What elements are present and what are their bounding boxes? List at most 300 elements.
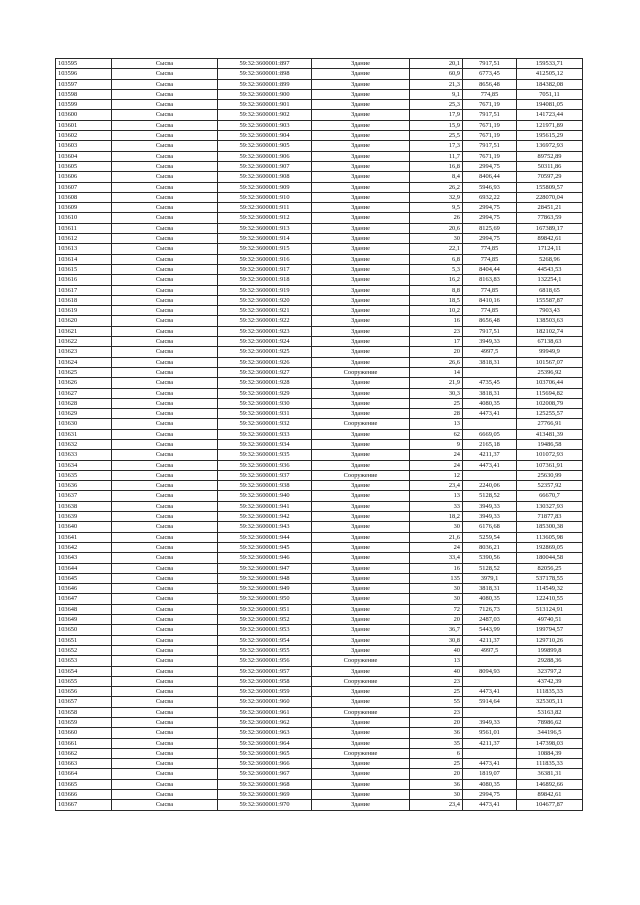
area-cell: 35 [410, 738, 463, 748]
area-cell: 23,4 [410, 481, 463, 491]
area-cell: 60,9 [410, 69, 463, 79]
table-row [56, 707, 583, 717]
area-cell: 24 [410, 450, 463, 460]
area-cell: 40 [410, 645, 463, 655]
settlement-cell: Сысва [112, 59, 218, 69]
cadastral-number-cell: 59:32:3600001:899 [218, 79, 312, 89]
settlement-cell: Сысва [112, 182, 218, 192]
table-row [56, 419, 583, 429]
record-id-cell: 103662 [56, 748, 112, 758]
area-cell: 25,3 [410, 100, 463, 110]
area-cell: 23 [410, 676, 463, 686]
object-type-cell: Здание [312, 728, 410, 738]
unit-value-cell: 2994,75 [463, 161, 517, 171]
cadastral-value-cell: 66670,7 [517, 491, 583, 501]
area-cell: 20,1 [410, 59, 463, 69]
area-cell: 32,9 [410, 192, 463, 202]
object-type-cell: Здание [312, 264, 410, 274]
unit-value-cell: 4997,5 [463, 645, 517, 655]
cadastral-value-cell: 10884,39 [517, 748, 583, 758]
record-id-cell: 103625 [56, 367, 112, 377]
settlement-cell: Сысва [112, 553, 218, 563]
table-row [56, 687, 583, 697]
settlement-cell: Сысва [112, 532, 218, 542]
cadastral-number-cell: 59:32:3600001:949 [218, 584, 312, 594]
cadastral-number-cell: 59:32:3600001:906 [218, 151, 312, 161]
unit-value-cell: 7917,51 [463, 141, 517, 151]
cadastral-value-cell: 115694,82 [517, 388, 583, 398]
record-id-cell: 103661 [56, 738, 112, 748]
record-id-cell: 103630 [56, 419, 112, 429]
cadastral-number-cell: 59:32:3600001:953 [218, 625, 312, 635]
cadastral-value-cell: 537178,55 [517, 573, 583, 583]
area-cell: 24 [410, 460, 463, 470]
settlement-cell: Сысва [112, 151, 218, 161]
unit-value-cell: 4211,37 [463, 738, 517, 748]
object-type-cell: Здание [312, 718, 410, 728]
unit-value-cell: 774,85 [463, 306, 517, 316]
record-id-cell: 103641 [56, 532, 112, 542]
area-cell: 6 [410, 748, 463, 758]
cadastral-value-cell: 114549,32 [517, 584, 583, 594]
record-id-cell: 103663 [56, 759, 112, 769]
unit-value-cell: 4473,41 [463, 687, 517, 697]
object-type-cell: Здание [312, 594, 410, 604]
cadastral-number-cell: 59:32:3600001:969 [218, 790, 312, 800]
unit-value-cell: 6773,45 [463, 69, 517, 79]
area-cell: 26,2 [410, 182, 463, 192]
cadastral-value-cell: 184382,08 [517, 79, 583, 89]
cadastral-value-cell: 107361,91 [517, 460, 583, 470]
table-row [56, 69, 583, 79]
cadastral-number-cell: 59:32:3600001:955 [218, 645, 312, 655]
object-type-cell: Здание [312, 275, 410, 285]
record-id-cell: 103599 [56, 100, 112, 110]
unit-value-cell: 5128,52 [463, 491, 517, 501]
cadastral-value-cell: 125255,57 [517, 409, 583, 419]
settlement-cell: Сысва [112, 285, 218, 295]
table-row [56, 450, 583, 460]
area-cell: 21,3 [410, 79, 463, 89]
cadastral-number-cell: 59:32:3600001:958 [218, 676, 312, 686]
cadastral-number-cell: 59:32:3600001:926 [218, 357, 312, 367]
unit-value-cell: 3949,33 [463, 512, 517, 522]
record-id-cell: 103645 [56, 573, 112, 583]
table-row [56, 594, 583, 604]
object-type-cell: Здание [312, 625, 410, 635]
object-type-cell: Здание [312, 100, 410, 110]
object-type-cell: Здание [312, 89, 410, 99]
area-cell: 5,3 [410, 264, 463, 274]
unit-value-cell: 7126,73 [463, 604, 517, 614]
object-type-cell: Здание [312, 563, 410, 573]
table-row [56, 161, 583, 171]
area-cell: 14 [410, 367, 463, 377]
cadastral-value-cell: 138503,63 [517, 316, 583, 326]
cadastral-number-cell: 59:32:3600001:967 [218, 769, 312, 779]
settlement-cell: Сысва [112, 748, 218, 758]
cadastral-number-cell: 59:32:3600001:947 [218, 563, 312, 573]
record-id-cell: 103658 [56, 707, 112, 717]
cadastral-value-cell: 67138,63 [517, 337, 583, 347]
cadastral-value-cell: 141723,44 [517, 110, 583, 120]
cadastral-value-cell: 413481,39 [517, 429, 583, 439]
object-type-cell: Здание [312, 110, 410, 120]
settlement-cell: Сысва [112, 584, 218, 594]
cadastral-number-cell: 59:32:3600001:928 [218, 378, 312, 388]
unit-value-cell: 4211,37 [463, 450, 517, 460]
table-row [56, 388, 583, 398]
settlement-cell: Сысва [112, 460, 218, 470]
unit-value-cell: 8125,69 [463, 223, 517, 233]
cadastral-value-cell: 28451,21 [517, 203, 583, 213]
settlement-cell: Сысва [112, 594, 218, 604]
area-cell: 24 [410, 542, 463, 552]
cadastral-number-cell: 59:32:3600001:961 [218, 707, 312, 717]
area-cell: 12 [410, 470, 463, 480]
cadastral-number-cell: 59:32:3600001:908 [218, 172, 312, 182]
record-id-cell: 103649 [56, 615, 112, 625]
cadastral-number-cell: 59:32:3600001:925 [218, 347, 312, 357]
cadastral-number-cell: 59:32:3600001:964 [218, 738, 312, 748]
cadastral-number-cell: 59:32:3600001:918 [218, 275, 312, 285]
cadastral-number-cell: 59:32:3600001:929 [218, 388, 312, 398]
unit-value-cell: 2994,75 [463, 213, 517, 223]
object-type-cell: Сооружение [312, 656, 410, 666]
settlement-cell: Сысва [112, 357, 218, 367]
record-id-cell: 103650 [56, 625, 112, 635]
area-cell: 30,8 [410, 635, 463, 645]
record-id-cell: 103666 [56, 790, 112, 800]
record-id-cell: 103602 [56, 131, 112, 141]
settlement-cell: Сысва [112, 347, 218, 357]
record-id-cell: 103616 [56, 275, 112, 285]
record-id-cell: 103639 [56, 512, 112, 522]
record-id-cell: 103638 [56, 501, 112, 511]
unit-value-cell: 4080,35 [463, 398, 517, 408]
object-type-cell: Здание [312, 398, 410, 408]
record-id-cell: 103642 [56, 542, 112, 552]
settlement-cell: Сысва [112, 100, 218, 110]
unit-value-cell: 4473,41 [463, 759, 517, 769]
record-id-cell: 103603 [56, 141, 112, 151]
cadastral-value-cell: 25396,92 [517, 367, 583, 377]
area-cell: 17,9 [410, 110, 463, 120]
table-row [56, 254, 583, 264]
object-type-cell: Здание [312, 666, 410, 676]
unit-value-cell: 3818,31 [463, 388, 517, 398]
record-id-cell: 103665 [56, 779, 112, 789]
cadastral-value-cell: 199899,8 [517, 645, 583, 655]
area-cell: 135 [410, 573, 463, 583]
cadastral-value-cell: 82056,25 [517, 563, 583, 573]
area-cell: 20 [410, 615, 463, 625]
cadastral-value-cell: 44543,53 [517, 264, 583, 274]
cadastral-value-cell: 77863,59 [517, 213, 583, 223]
cadastral-number-cell: 59:32:3600001:942 [218, 512, 312, 522]
cadastral-value-cell: 36381,31 [517, 769, 583, 779]
unit-value-cell: 7917,51 [463, 110, 517, 120]
table-row [56, 306, 583, 316]
cadastral-number-cell: 59:32:3600001:963 [218, 728, 312, 738]
unit-value-cell: 5259,54 [463, 532, 517, 542]
cadastral-number-cell: 59:32:3600001:943 [218, 522, 312, 532]
object-type-cell: Здание [312, 532, 410, 542]
area-cell: 23 [410, 326, 463, 336]
unit-value-cell: 774,85 [463, 254, 517, 264]
record-id-cell: 103611 [56, 223, 112, 233]
area-cell: 13 [410, 491, 463, 501]
area-cell: 18,5 [410, 295, 463, 305]
record-id-cell: 103656 [56, 687, 112, 697]
table-row [56, 234, 583, 244]
unit-value-cell: 7917,51 [463, 326, 517, 336]
area-cell: 25 [410, 398, 463, 408]
cadastral-number-cell: 59:32:3600001:915 [218, 244, 312, 254]
table-row [56, 542, 583, 552]
settlement-cell: Сысва [112, 429, 218, 439]
cadastral-number-cell: 59:32:3600001:940 [218, 491, 312, 501]
object-type-cell: Здание [312, 553, 410, 563]
cadastral-value-cell: 167389,17 [517, 223, 583, 233]
record-id-cell: 103664 [56, 769, 112, 779]
object-type-cell: Здание [312, 326, 410, 336]
settlement-cell: Сысва [112, 481, 218, 491]
unit-value-cell: 5390,56 [463, 553, 517, 563]
cadastral-number-cell: 59:32:3600001:956 [218, 656, 312, 666]
record-id-cell: 103634 [56, 460, 112, 470]
unit-value-cell: 7671,19 [463, 131, 517, 141]
record-id-cell: 103635 [56, 470, 112, 480]
settlement-cell: Сысва [112, 69, 218, 79]
area-cell: 36,7 [410, 625, 463, 635]
unit-value-cell: 2487,03 [463, 615, 517, 625]
unit-value-cell: 3949,33 [463, 718, 517, 728]
unit-value-cell: 8406,44 [463, 172, 517, 182]
area-cell: 16 [410, 563, 463, 573]
cadastral-value-cell: 43742,39 [517, 676, 583, 686]
settlement-cell: Сысва [112, 378, 218, 388]
settlement-cell: Сысва [112, 295, 218, 305]
cadastral-value-cell: 344196,5 [517, 728, 583, 738]
table-row [56, 738, 583, 748]
cadastral-number-cell: 59:32:3600001:941 [218, 501, 312, 511]
object-type-cell: Сооружение [312, 419, 410, 429]
cadastral-number-cell: 59:32:3600001:946 [218, 553, 312, 563]
unit-value-cell: 2994,75 [463, 234, 517, 244]
unit-value-cell [463, 676, 517, 686]
area-cell: 20 [410, 718, 463, 728]
area-cell: 30 [410, 790, 463, 800]
cadastral-number-cell: 59:32:3600001:954 [218, 635, 312, 645]
area-cell: 10,2 [410, 306, 463, 316]
cadastral-value-cell: 101072,93 [517, 450, 583, 460]
table-row [56, 151, 583, 161]
table-row [56, 491, 583, 501]
cadastral-value-cell: 89842,61 [517, 790, 583, 800]
area-cell: 30 [410, 584, 463, 594]
cadastral-number-cell: 59:32:3600001:901 [218, 100, 312, 110]
cadastral-value-cell: 146892,66 [517, 779, 583, 789]
area-cell: 16,2 [410, 275, 463, 285]
object-type-cell: Здание [312, 604, 410, 614]
object-type-cell: Сооружение [312, 707, 410, 717]
area-cell: 16,8 [410, 161, 463, 171]
settlement-cell: Сысва [112, 779, 218, 789]
record-id-cell: 103615 [56, 264, 112, 274]
object-type-cell: Здание [312, 347, 410, 357]
cadastral-value-cell: 180044,58 [517, 553, 583, 563]
cadastral-value-cell: 182102,74 [517, 326, 583, 336]
cadastral-number-cell: 59:32:3600001:897 [218, 59, 312, 69]
object-type-cell: Сооружение [312, 470, 410, 480]
unit-value-cell: 8656,48 [463, 79, 517, 89]
table-row [56, 326, 583, 336]
record-id-cell: 103617 [56, 285, 112, 295]
cadastral-number-cell: 59:32:3600001:933 [218, 429, 312, 439]
table-row [56, 563, 583, 573]
settlement-cell: Сысва [112, 254, 218, 264]
record-id-cell: 103647 [56, 594, 112, 604]
area-cell: 55 [410, 697, 463, 707]
object-type-cell: Здание [312, 450, 410, 460]
cadastral-value-cell: 25630,99 [517, 470, 583, 480]
object-type-cell: Здание [312, 182, 410, 192]
unit-value-cell: 3818,31 [463, 357, 517, 367]
object-type-cell: Здание [312, 234, 410, 244]
area-cell: 11,7 [410, 151, 463, 161]
settlement-cell: Сысва [112, 306, 218, 316]
record-id-cell: 103633 [56, 450, 112, 460]
settlement-cell: Сысва [112, 244, 218, 254]
object-type-cell: Здание [312, 738, 410, 748]
settlement-cell: Сысва [112, 223, 218, 233]
record-id-cell: 103631 [56, 429, 112, 439]
unit-value-cell: 2994,75 [463, 790, 517, 800]
table-row [56, 110, 583, 120]
settlement-cell: Сысва [112, 790, 218, 800]
unit-value-cell: 9561,01 [463, 728, 517, 738]
record-id-cell: 103626 [56, 378, 112, 388]
cadastral-number-cell: 59:32:3600001:931 [218, 409, 312, 419]
record-id-cell: 103607 [56, 182, 112, 192]
object-type-cell: Здание [312, 295, 410, 305]
unit-value-cell [463, 470, 517, 480]
cadastral-value-cell: 17124,11 [517, 244, 583, 254]
object-type-cell: Здание [312, 161, 410, 171]
record-id-cell: 103608 [56, 192, 112, 202]
unit-value-cell [463, 707, 517, 717]
record-id-cell: 103609 [56, 203, 112, 213]
record-id-cell: 103595 [56, 59, 112, 69]
area-cell: 25 [410, 759, 463, 769]
object-type-cell: Здание [312, 357, 410, 367]
unit-value-cell [463, 419, 517, 429]
cadastral-number-cell: 59:32:3600001:900 [218, 89, 312, 99]
cadastral-value-cell: 78986,62 [517, 718, 583, 728]
record-id-cell: 103597 [56, 79, 112, 89]
object-type-cell: Здание [312, 800, 410, 810]
area-cell: 8,8 [410, 285, 463, 295]
record-id-cell: 103628 [56, 398, 112, 408]
unit-value-cell: 5128,52 [463, 563, 517, 573]
record-id-cell: 103614 [56, 254, 112, 264]
cadastral-number-cell: 59:32:3600001:935 [218, 450, 312, 460]
cadastral-value-cell: 5268,96 [517, 254, 583, 264]
cadastral-value-cell: 185300,38 [517, 522, 583, 532]
record-id-cell: 103632 [56, 439, 112, 449]
object-type-cell: Здание [312, 522, 410, 532]
unit-value-cell: 7671,19 [463, 120, 517, 130]
record-id-cell: 103618 [56, 295, 112, 305]
cadastral-number-cell: 59:32:3600001:951 [218, 604, 312, 614]
cadastral-number-cell: 59:32:3600001:904 [218, 131, 312, 141]
settlement-cell: Сысва [112, 625, 218, 635]
cadastral-value-cell: 195615,29 [517, 131, 583, 141]
record-id-cell: 103653 [56, 656, 112, 666]
cadastral-number-cell: 59:32:3600001:937 [218, 470, 312, 480]
object-type-cell: Здание [312, 769, 410, 779]
table-row [56, 470, 583, 480]
table-row [56, 203, 583, 213]
cadastral-number-cell: 59:32:3600001:966 [218, 759, 312, 769]
cadastral-value-cell: 71877,83 [517, 512, 583, 522]
table-row [56, 337, 583, 347]
settlement-cell: Сысва [112, 512, 218, 522]
table-row [56, 553, 583, 563]
settlement-cell: Сысва [112, 676, 218, 686]
cadastral-number-cell: 59:32:3600001:914 [218, 234, 312, 244]
cadastral-value-cell: 27766,91 [517, 419, 583, 429]
area-cell: 36 [410, 728, 463, 738]
unit-value-cell: 8656,48 [463, 316, 517, 326]
cadastral-number-cell: 59:32:3600001:913 [218, 223, 312, 233]
table-row [56, 429, 583, 439]
record-id-cell: 103596 [56, 69, 112, 79]
object-type-cell: Сооружение [312, 367, 410, 377]
object-type-cell: Здание [312, 409, 410, 419]
table-row [56, 512, 583, 522]
cadastral-value-cell: 136972,93 [517, 141, 583, 151]
table-row [56, 89, 583, 99]
table-row [56, 182, 583, 192]
cadastral-value-cell: 194081,05 [517, 100, 583, 110]
record-id-cell: 103619 [56, 306, 112, 316]
table-row [56, 573, 583, 583]
record-id-cell: 103629 [56, 409, 112, 419]
cadastral-number-cell: 59:32:3600001:919 [218, 285, 312, 295]
object-type-cell: Здание [312, 151, 410, 161]
record-id-cell: 103637 [56, 491, 112, 501]
record-id-cell: 103621 [56, 326, 112, 336]
unit-value-cell: 8094,93 [463, 666, 517, 676]
unit-value-cell: 774,85 [463, 244, 517, 254]
cadastral-number-cell: 59:32:3600001:912 [218, 213, 312, 223]
unit-value-cell [463, 656, 517, 666]
record-id-cell: 103660 [56, 728, 112, 738]
settlement-cell: Сысва [112, 470, 218, 480]
unit-value-cell: 4735,45 [463, 378, 517, 388]
area-cell: 62 [410, 429, 463, 439]
cadastral-number-cell: 59:32:3600001:957 [218, 666, 312, 676]
table-row [56, 625, 583, 635]
area-cell: 13 [410, 419, 463, 429]
area-cell: 20,6 [410, 223, 463, 233]
cadastral-value-cell: 50311,86 [517, 161, 583, 171]
record-id-cell: 103612 [56, 234, 112, 244]
settlement-cell: Сысва [112, 697, 218, 707]
table-row [56, 501, 583, 511]
